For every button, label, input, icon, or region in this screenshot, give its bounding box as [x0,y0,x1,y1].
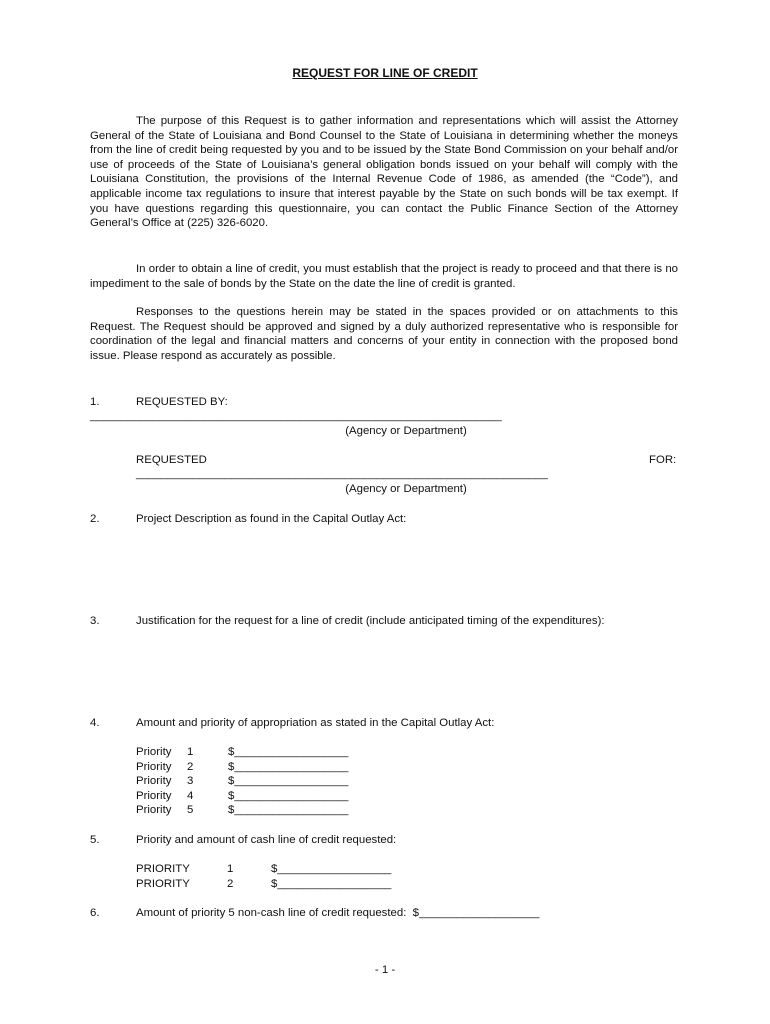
requested-for-label-right: FOR: [649,454,677,466]
cash-priority-label: PRIORITY [136,877,190,890]
intro-paragraph-2: In order to obtain a line of credit, you must establish that the project is ready to proceed and that there is no impediment to the sale of bonds by the State on the date the line of credit is granted. [90,263,678,290]
cash-priority-number: 1 [227,863,234,875]
priority-number: 4 [187,789,194,802]
item-4-label: Amount and priority of appropriation as stated in the Capital Outlay Act: [136,717,495,729]
priority-amount-blank[interactable]: $__________________ [228,746,349,758]
cash-priority-row [136,877,391,892]
priority-label: Priority [136,775,172,788]
priority-amount-blank[interactable]: $__________________ [228,760,349,773]
item-2-label: Project Description as found in the Capital Outlay Act: [136,513,407,525]
cash-priority-label: PRIORITY [136,863,190,875]
priority-row [136,760,348,775]
item-3-number: 3. [90,615,100,627]
priority-row [136,803,348,818]
priority-number: 1 [187,746,194,758]
intro-paragraph-3: Responses to the questions herein may be stated in the spaces provided or on attachments to this Request. The Request should be approved and signed by a duly authorized representative who is responsible for coordination of the legal and financial matters and concerns of your entity in connection with the proposed bond issue. Please respond as accurately as possible. [90,306,678,362]
priority-amount-blank[interactable]: $__________________ [228,789,349,802]
page-number: - 1 - [374,964,396,976]
priority-label: Priority [136,804,172,817]
priority-label: Priority [136,760,172,773]
item-3-label: Justification for the request for a line of credit (include anticipated timing of the expenditures): [136,615,605,627]
requested-for-caption: (Agency or Department) [345,483,467,495]
priority-row [136,745,348,760]
intro-paragraph-1: The purpose of this Request is to gather information and representations which will assist the Attorney General of the State of Louisiana and Bond Counsel to the State of Louisiana in determining whether the moneys from the line of credit being requested by you and to be issued by the State Bond Commission on your behalf and/or use of proceeds of the State of Louisiana’s general obligation bonds issued on your behalf will comply with the Louisiana Constitution, the provisions of the Internal Revenue Code of 1986, as amended (the “Code”), and applicable income tax regulations to insure that interest payable by the State on such bonds will be tax exempt. If you have questions regarding this questionnaire, you can contact the Public Finance Section of the Attorney General’s Office at (225) 326-6020. [90,115,678,230]
priority-number: 5 [187,804,194,817]
item-6-number: 6. [90,907,100,919]
item-5-label: Priority and amount of cash line of credit requested: [136,834,397,846]
requested-by-blank[interactable]: _________________________________________________________________ [90,410,502,422]
priority-row [136,789,348,804]
requested-for-label: REQUESTED [136,454,207,466]
item-4-number: 4. [90,717,100,729]
priority-amount-blank[interactable]: $__________________ [228,804,349,817]
priority-amount-blank[interactable]: $__________________ [228,775,349,788]
priority-label: Priority [136,746,172,758]
priority-table [136,745,348,818]
item-5-number: 5. [90,834,100,846]
priority-label: Priority [136,789,172,802]
requested-for-blank[interactable]: _________________________________________________________________ [136,468,548,480]
page-title: REQUEST FOR LINE OF CREDIT [292,66,478,80]
item-1-label: REQUESTED BY: [136,396,228,408]
requested-by-caption: (Agency or Department) [345,425,467,437]
priority-row [136,774,348,789]
item-2-number: 2. [90,513,100,525]
cash-amount-blank[interactable]: $__________________ [271,863,392,875]
cash-priority-number: 2 [227,877,234,890]
cash-priority-row [136,862,391,877]
priority-number: 3 [187,775,194,788]
item-1-number: 1. [90,396,100,408]
cash-priority-table [136,862,391,891]
item-6-label[interactable]: Amount of priority 5 non-cash line of credit requested: $___________________ [136,907,540,919]
priority-number: 2 [187,760,194,773]
cash-amount-blank[interactable]: $__________________ [271,877,392,890]
